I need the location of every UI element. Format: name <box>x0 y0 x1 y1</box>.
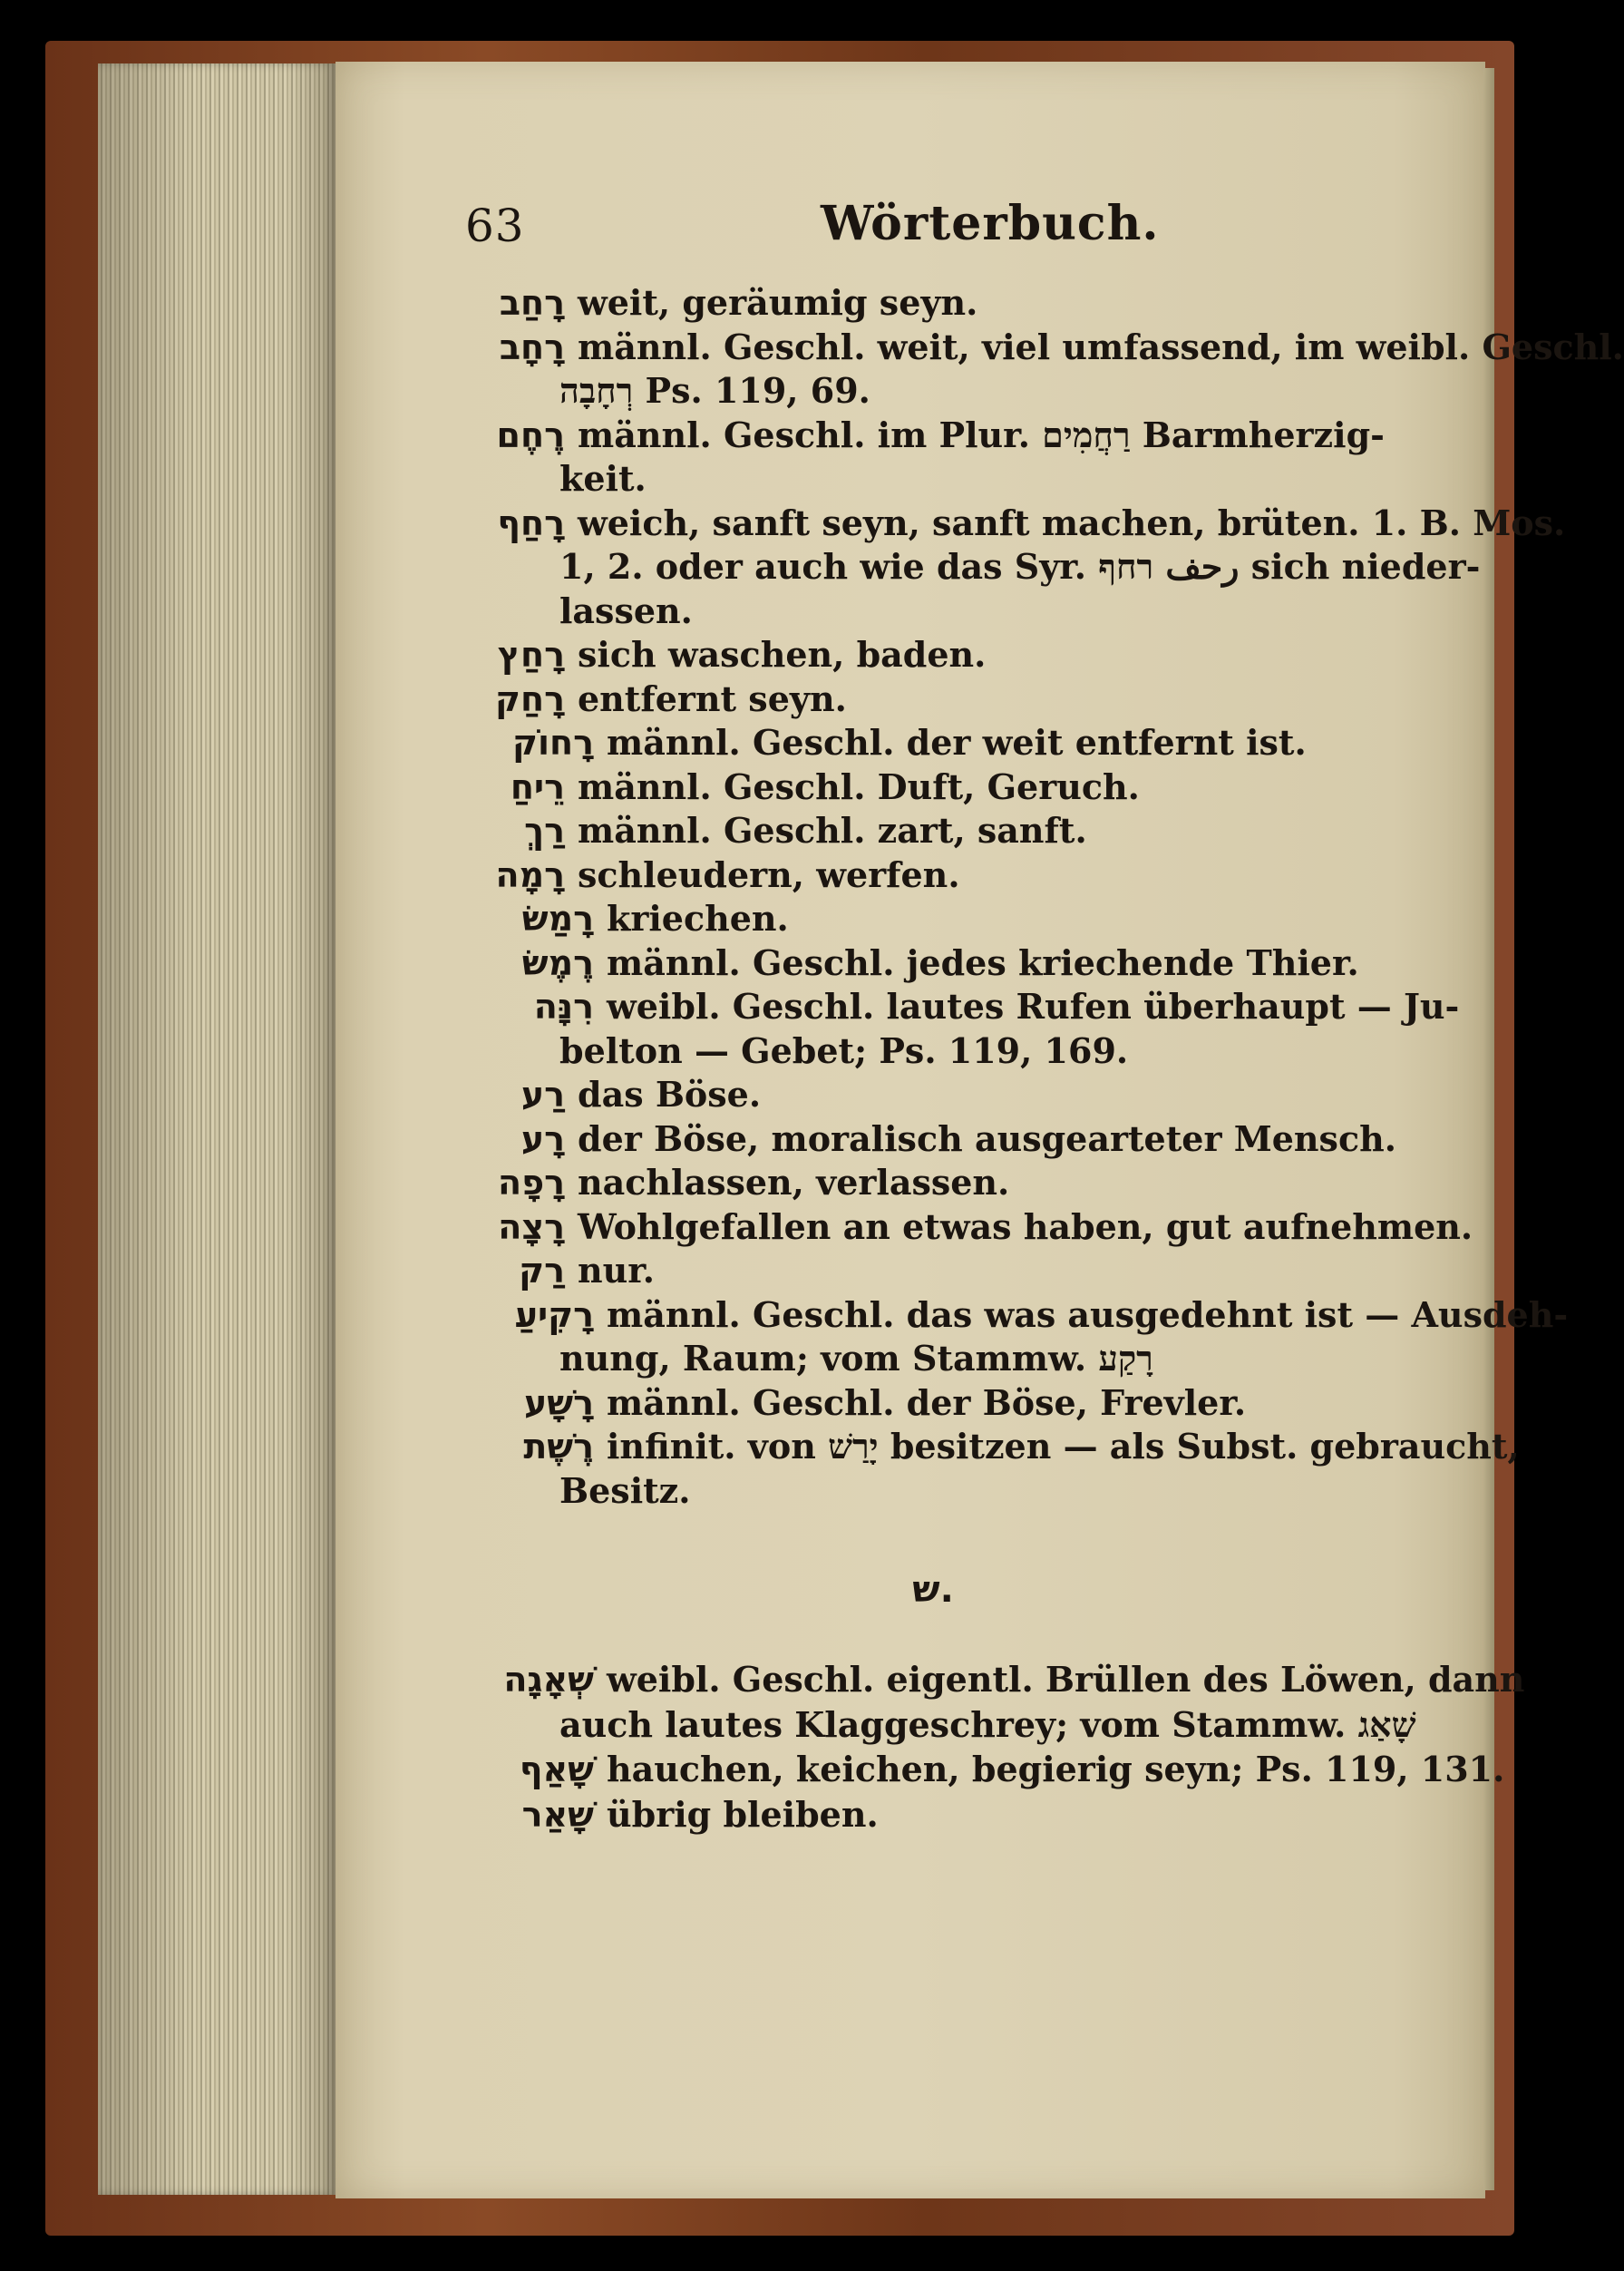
entry-line <box>458 1161 1463 1205</box>
section-letter <box>458 1522 1463 1640</box>
entry-line <box>458 1658 1525 1703</box>
entry-continuation-line <box>458 369 1463 414</box>
entry-continuation-line <box>458 1029 1463 1074</box>
entry-text: weibl. Geschl. eigentl. Brüllen des Löwen, dann <box>607 1659 1525 1700</box>
entry-continuation-line <box>458 1703 1463 1749</box>
entry-line <box>458 809 1463 853</box>
entry-text: weich, sanft seyn, sanft machen, brüten. 1. B. Mos. <box>578 502 1566 543</box>
entry-headword: רָמָה <box>495 854 565 895</box>
entry-line <box>458 1249 1463 1293</box>
entry-headword: רָמַשׂ <box>521 899 594 939</box>
entry-headword: רֶחֶם <box>496 414 565 455</box>
page-edges-shade <box>98 63 335 2195</box>
entry-text: männl. Geschl. Duft, Geruch. <box>578 765 1140 807</box>
entry-headword: שָׁאַר <box>521 1794 594 1835</box>
section-letter-text: ש. <box>912 1569 954 1611</box>
entry-text: nur. <box>578 1250 656 1291</box>
entry-text: kriechen. <box>607 898 789 939</box>
entry-line <box>458 1425 1520 1469</box>
entry-line <box>458 721 1463 765</box>
page-number: 63 <box>465 200 525 252</box>
entry-headword: רָפָה <box>498 1163 565 1203</box>
entry-text: männl. Geschl. zart, sanft. <box>578 810 1087 851</box>
entry-line <box>458 1293 1569 1338</box>
entry-text: männl. Geschl. im Plur. רַחֲמִים Barmherzig- <box>578 414 1385 455</box>
entry-text: entfernt seyn. <box>578 677 847 719</box>
entry-text: männl. Geschl. das was ausgedehnt ist — Ausdeh- <box>607 1293 1569 1335</box>
entry-text: männl. Geschl. der Böse, Frevler. <box>607 1381 1247 1423</box>
entry-headword: רָשָׁע <box>523 1382 594 1423</box>
entry-continuation-line <box>458 457 1463 502</box>
entry-headword: רַע <box>520 1075 565 1115</box>
entry-line <box>458 1793 1463 1838</box>
entry-text: weit, geräumig seyn. <box>578 282 978 323</box>
entry-text: lassen. <box>559 590 693 631</box>
entry-headword: שָׁאַף <box>519 1750 594 1789</box>
entry-text: schleudern, werfen. <box>578 853 960 895</box>
text-block <box>458 181 1624 1837</box>
entry-headword: רָחַף <box>497 502 565 543</box>
entry-continuation-line <box>458 1469 1463 1514</box>
entry-headword: רֶמֶשׂ <box>521 942 594 983</box>
entry-headword: רָחַב <box>499 283 565 323</box>
entry-continuation-line <box>458 545 1481 590</box>
entry-text: männl. Geschl. der weit entfernt ist. <box>607 722 1307 763</box>
entry-line <box>458 677 1463 722</box>
entry-line <box>458 1073 1463 1117</box>
entry-text: רְחָבָה Ps. 119, 69. <box>559 370 870 411</box>
entry-text: sich waschen, baden. <box>578 634 987 675</box>
entry-line <box>458 502 1566 546</box>
entry-headword: רֶשֶׁת <box>523 1427 594 1467</box>
entry-headword: רֵיחַ <box>510 766 565 807</box>
entry-continuation-line <box>458 1337 1463 1381</box>
entry-line <box>458 1205 1473 1250</box>
entry-headword: רָחָב <box>499 327 565 367</box>
entry-headword: רָחַק <box>495 678 565 719</box>
entry-line <box>458 853 1463 898</box>
entry-text: infinit. von יָרַשׁ besitzen — als Subst. gebraucht, <box>607 1426 1520 1467</box>
entry-text: männl. Geschl. weit, viel umfassend, im weibl. Geschl. <box>578 326 1624 367</box>
dictionary-entries-section2 <box>458 1658 1525 1837</box>
entry-text: nachlassen, verlassen. <box>578 1162 1010 1203</box>
entry-headword: רָע <box>520 1118 565 1159</box>
entry-headword: רָצָה <box>498 1206 565 1247</box>
entry-line <box>458 941 1463 986</box>
entry-headword: רִנָּה <box>533 987 594 1027</box>
entry-headword: רָקִיעַ <box>514 1294 594 1335</box>
running-head: Wörterbuch. <box>821 196 1160 251</box>
entry-headword: רַךְ <box>524 811 565 851</box>
entry-text: belton — Gebet; Ps. 119, 169. <box>559 1029 1129 1071</box>
entry-text: hauchen, keichen, begierig seyn; Ps. 119, 131. <box>607 1749 1505 1789</box>
entry-headword: רַק <box>519 1251 565 1291</box>
entry-headword: רָחַץ <box>497 635 565 675</box>
entry-continuation-line <box>458 590 1463 634</box>
entry-line <box>458 414 1463 458</box>
entry-text: keit. <box>559 458 647 499</box>
entry-line <box>458 1117 1463 1162</box>
entry-line <box>458 1381 1463 1426</box>
entry-text: Wohlgefallen an etwas haben, gut aufnehmen. <box>578 1205 1473 1247</box>
page-right-edge <box>1483 68 1494 2190</box>
entry-line <box>458 326 1624 370</box>
dictionary-entries <box>458 281 1624 1513</box>
entry-text: das Böse. <box>578 1074 762 1115</box>
entry-text: männl. Geschl. jedes kriechende Thier. <box>607 941 1359 983</box>
entry-text: der Böse, moralisch ausgearteter Mensch. <box>578 1117 1396 1159</box>
entry-text: weibl. Geschl. lautes Rufen überhaupt — Ju- <box>607 986 1460 1027</box>
entry-line <box>458 897 1463 941</box>
page-header <box>458 181 1463 263</box>
entry-line <box>458 985 1463 1029</box>
entry-text: Besitz. <box>559 1469 691 1511</box>
entry-text: auch lautes Klaggeschrey; vom Stammw. שָׁאַג <box>559 1703 1416 1745</box>
entry-line <box>458 765 1463 810</box>
entry-text: übrig bleiben. <box>607 1793 879 1835</box>
entry-headword: רָחוֹק <box>511 723 594 763</box>
entry-line <box>458 633 1463 677</box>
entry-headword: שְׁאָגָה <box>503 1660 594 1700</box>
entry-text: 1, 2. oder auch wie das Syr. رحف רחף sich nieder- <box>559 546 1481 587</box>
entry-line <box>458 281 1463 326</box>
entry-line <box>458 1748 1505 1793</box>
entry-text: nung, Raum; vom Stammw. רָקַע <box>559 1338 1153 1379</box>
